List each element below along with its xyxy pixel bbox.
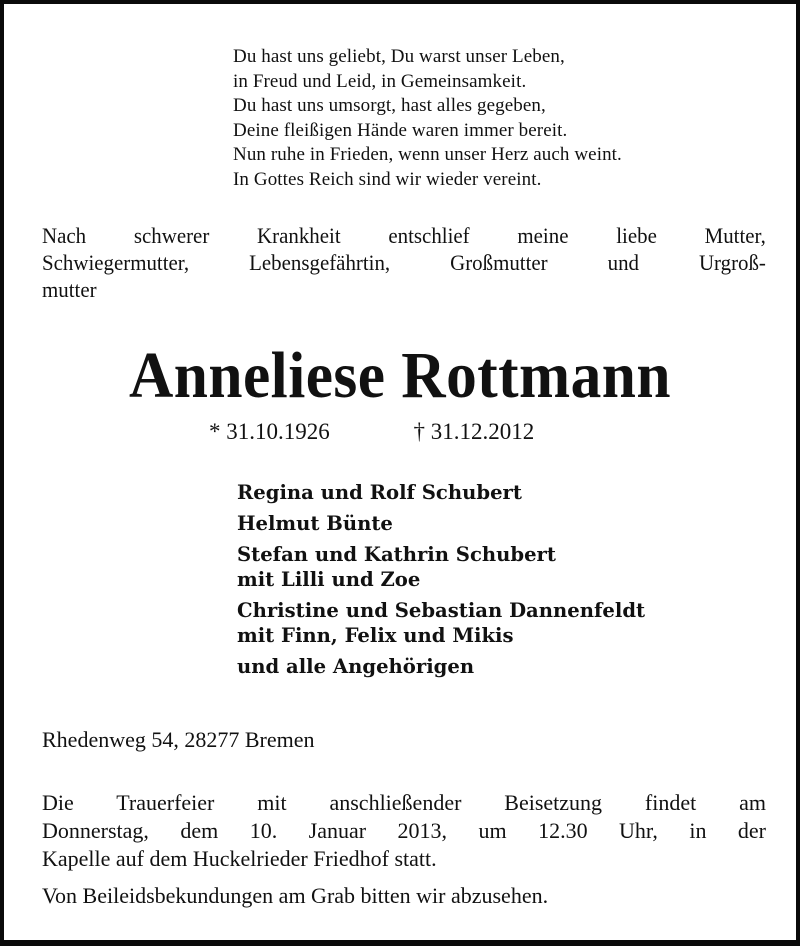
poem-line: Du hast uns geliebt, Du warst unser Leben,: [233, 46, 565, 67]
mourner-entry: [237, 480, 645, 505]
mourner-line: Christine und Sebastian Dannenfeldt: [237, 598, 646, 622]
death-date: † 31.12.2012: [413, 419, 535, 444]
poem-line: Nun ruhe in Frieden, wenn unser Herz auch weint.: [233, 144, 622, 165]
mourner-line: mit Finn, Felix und Mikis: [237, 623, 514, 647]
mourner-line: mit Lilli und Zoe: [237, 567, 421, 591]
mourners-list: [237, 480, 645, 685]
condolence-note: Von Beileidsbekundungen am Grab bitten wir abzusehen.: [42, 883, 549, 908]
mourner-entry: [237, 542, 645, 592]
deceased-name: Anneliese Rottmann: [128, 339, 672, 412]
funeral-line: Die Trauerfeier mit anschließender Beisetzung findet am: [42, 790, 766, 815]
funeral-details: [42, 789, 766, 873]
funeral-line: Kapelle auf dem Huckelrieder Friedhof statt.: [42, 846, 437, 871]
mourner-line: Regina und Rolf Schubert: [237, 480, 522, 504]
intro-line: Nach schwerer Krankheit entschlief meine liebe Mutter,: [42, 223, 766, 248]
intro-line: Schwiegermutter, Lebensgefährtin, Großmutter und Urgroß-: [42, 250, 766, 275]
mourner-line: Stefan und Kathrin Schubert: [237, 542, 556, 566]
poem-line: In Gottes Reich sind wir wieder vereint.: [233, 168, 542, 190]
mourner-entry: [237, 598, 645, 648]
mourner-line: und alle Angehörigen: [237, 654, 475, 678]
poem-line: Du hast uns umsorgt, hast alles gegeben,: [233, 95, 546, 116]
birth-date: * 31.10.1926: [209, 419, 330, 444]
memorial-poem: [233, 45, 622, 192]
mourner-entry: [237, 511, 645, 536]
death-announcement-intro: [42, 222, 766, 303]
mourner-entry: [237, 654, 645, 679]
funeral-line: Donnerstag, dem 10. Januar 2013, um 12.30 Uhr, in der: [42, 818, 766, 843]
poem-line: in Freud und Leid, in Gemeinsamkeit.: [233, 70, 527, 92]
mourner-line: Helmut Bünte: [237, 511, 393, 535]
intro-line: mutter: [42, 277, 97, 302]
family-address: Rhedenweg 54, 28277 Bremen: [42, 727, 315, 752]
poem-line: Deine fleißigen Hände waren immer bereit.: [233, 119, 568, 141]
life-dates: [209, 417, 534, 447]
